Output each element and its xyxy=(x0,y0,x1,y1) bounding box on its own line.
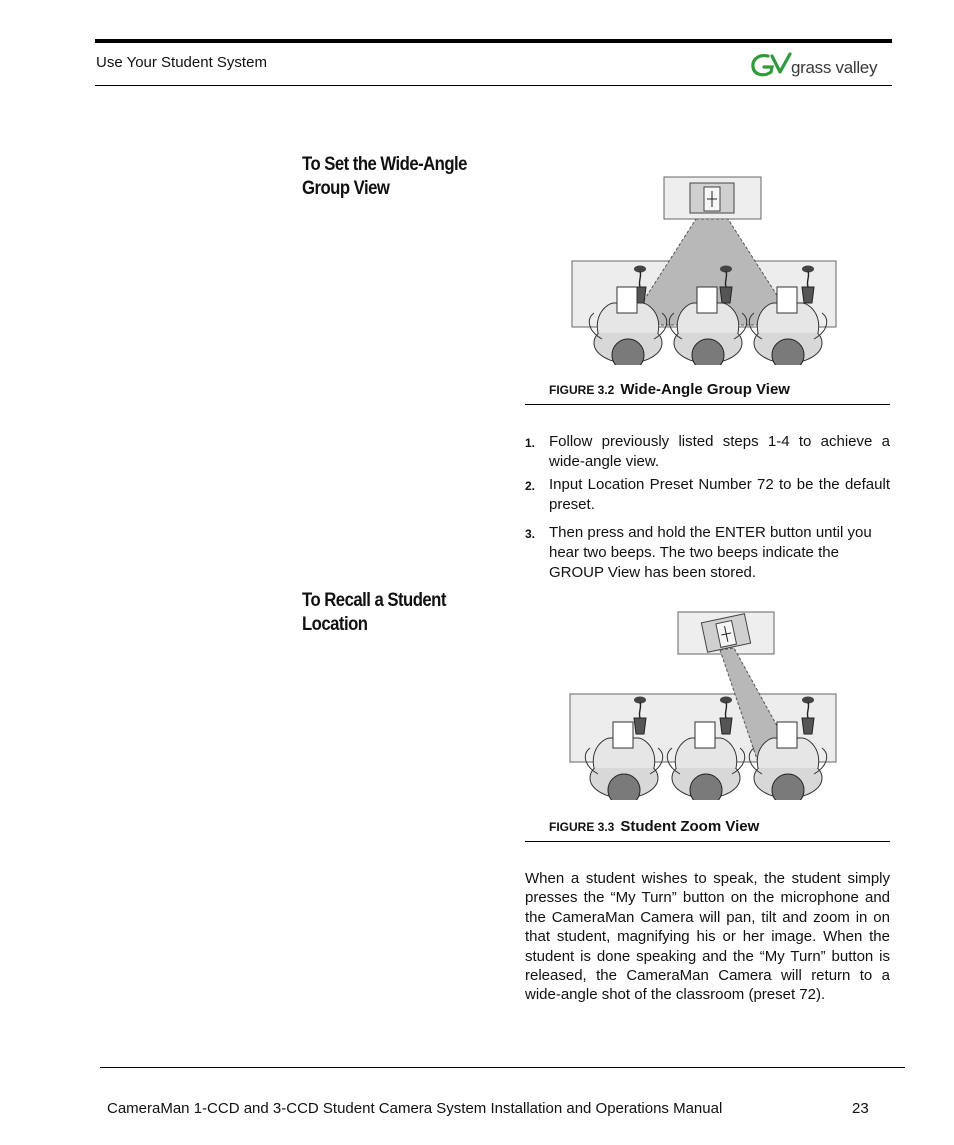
wide-angle-group-view-illustration xyxy=(570,175,840,365)
step-item xyxy=(525,475,890,515)
footer-manual-title: CameraMan 1-CCD and 3-CCD Student Camera System Installation and Operations Manual xyxy=(107,1100,723,1117)
step-number: 2. xyxy=(525,479,536,493)
figure-title: Student Zoom View xyxy=(620,818,760,835)
figure-title: Wide-Angle Group View xyxy=(620,381,790,398)
header-bottom-rule xyxy=(95,85,892,86)
step-number: 3. xyxy=(525,527,536,541)
section-heading-line: Location xyxy=(302,614,368,635)
caption-rule xyxy=(525,841,890,842)
procedure-steps xyxy=(525,432,890,586)
running-header-title: Use Your Student System xyxy=(96,54,267,71)
figure-number: FIGURE 3.2 xyxy=(549,383,615,397)
body-paragraph: When a student wishes to speak, the student simply presses the “My Turn” button on the microphone and the CameraMan Camera will pan, tilt and zoom in on that student, magnifying his or her image. When the student is done speaking and the “My Turn” button is released, the CameraMan Camera will return to a wide-angle shot of the classroom (preset 72). xyxy=(525,870,890,1004)
section-heading-line: To Recall a Student xyxy=(302,590,446,611)
step-item xyxy=(525,523,890,583)
figure-caption-3-3 xyxy=(549,818,759,835)
figure-caption-3-2 xyxy=(549,381,790,398)
section-heading-recall-student xyxy=(302,589,469,637)
step-number: 1. xyxy=(525,436,536,450)
caption-rule xyxy=(525,404,890,405)
page-number: 23 xyxy=(852,1100,869,1117)
figure-number: FIGURE 3.3 xyxy=(549,820,615,834)
step-text: Then press and hold the ENTER button until you hear two beeps. The two beeps indicate the GROUP View has been stored. xyxy=(549,524,872,581)
step-text: Follow previously listed steps 1-4 to achieve a wide-angle view. xyxy=(549,433,890,470)
footer-rule xyxy=(100,1067,905,1068)
logo-wordmark: grass valley xyxy=(791,58,878,77)
student-zoom-view-illustration xyxy=(568,610,840,800)
step-text: Input Location Preset Number 72 to be the default preset. xyxy=(549,476,890,513)
section-heading-line: Group View xyxy=(302,178,390,199)
header-top-rule xyxy=(95,39,892,43)
section-heading-line: To Set the Wide-Angle xyxy=(302,154,467,175)
step-item xyxy=(525,432,890,472)
section-heading-wide-angle xyxy=(302,153,469,201)
grass-valley-logo xyxy=(750,50,890,80)
